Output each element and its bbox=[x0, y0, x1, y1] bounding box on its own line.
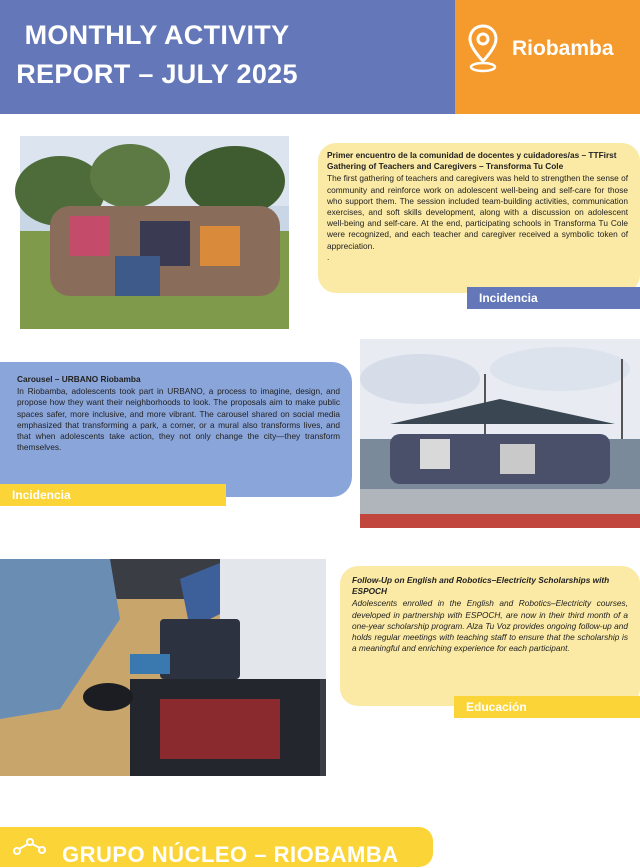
section-title: Primer encuentro de la comunidad de docentes y cuidadores/as – TTFirst Gathering of Teachers and Caregivers – Transforma Tu Cole bbox=[327, 150, 617, 172]
report-title-line-2: REPORT – JULY 2025 bbox=[16, 59, 298, 89]
photo-teachers-gathering bbox=[20, 136, 289, 329]
section-title: Follow-Up on English and Robotics–Electricity Scholarships with ESPOCH bbox=[352, 575, 610, 597]
section-title: Carousel – URBANO Riobamba bbox=[17, 374, 141, 384]
report-title bbox=[12, 16, 302, 94]
section-tag-incidencia: Incidencia bbox=[0, 484, 226, 506]
network-nodes-icon bbox=[12, 836, 46, 856]
photo-urbano-group bbox=[360, 339, 640, 528]
footer-title: GRUPO NÚCLEO – RIOBAMBA bbox=[62, 842, 399, 867]
section-body: Adolescents enrolled in the English and Robotics–Electricity courses, developed in partnership with ESPOCH, are now in their third month of a one-year scholarship program. Alza Tu Voz provides ongoing follow-up and holds regular meetings with teaching staff to ensure that the scholarship is a meaningful and enriching experience for each participant. bbox=[352, 598, 628, 654]
section-tag-incidencia: Incidencia bbox=[467, 287, 640, 309]
section-card-teachers-gathering bbox=[318, 143, 640, 293]
section-body: In Riobamba, adolescents took part in URBANO, a process to imagine, design, and propose how they want their neighborhoods to look. The proposals aim to make public spaces safer, more inclusive, and more vibrant. The carousel shared on social media emphasized that transforming a park, a corner, or a mural also transforms lives, and that when adolescents take action, they not only change the city—they transform themselves. bbox=[17, 386, 340, 453]
photo-robotics-class bbox=[0, 559, 326, 776]
section-card-scholarships bbox=[340, 566, 640, 706]
section-trailing: . bbox=[327, 251, 330, 262]
location-pin-icon bbox=[466, 23, 500, 75]
section-body: The first gathering of teachers and caregivers was held to strengthen the sense of community and reinforce work on adolescent well-being and self-care for those who support them. The session included team-building activities, communication exercises, and soft skills development, along with a discussion on adolescent well-being and self-care. At the end, participating schools in Transforma Tu Cole were recognized, and each teacher and caregiver received a symbolic token of appreciation. bbox=[327, 173, 628, 251]
report-title-line-1: MONTHLY ACTIVITY bbox=[24, 20, 290, 50]
city-name: Riobamba bbox=[512, 37, 614, 60]
section-card-urbano bbox=[0, 362, 352, 497]
section-tag-educacion: Educación bbox=[454, 696, 640, 718]
